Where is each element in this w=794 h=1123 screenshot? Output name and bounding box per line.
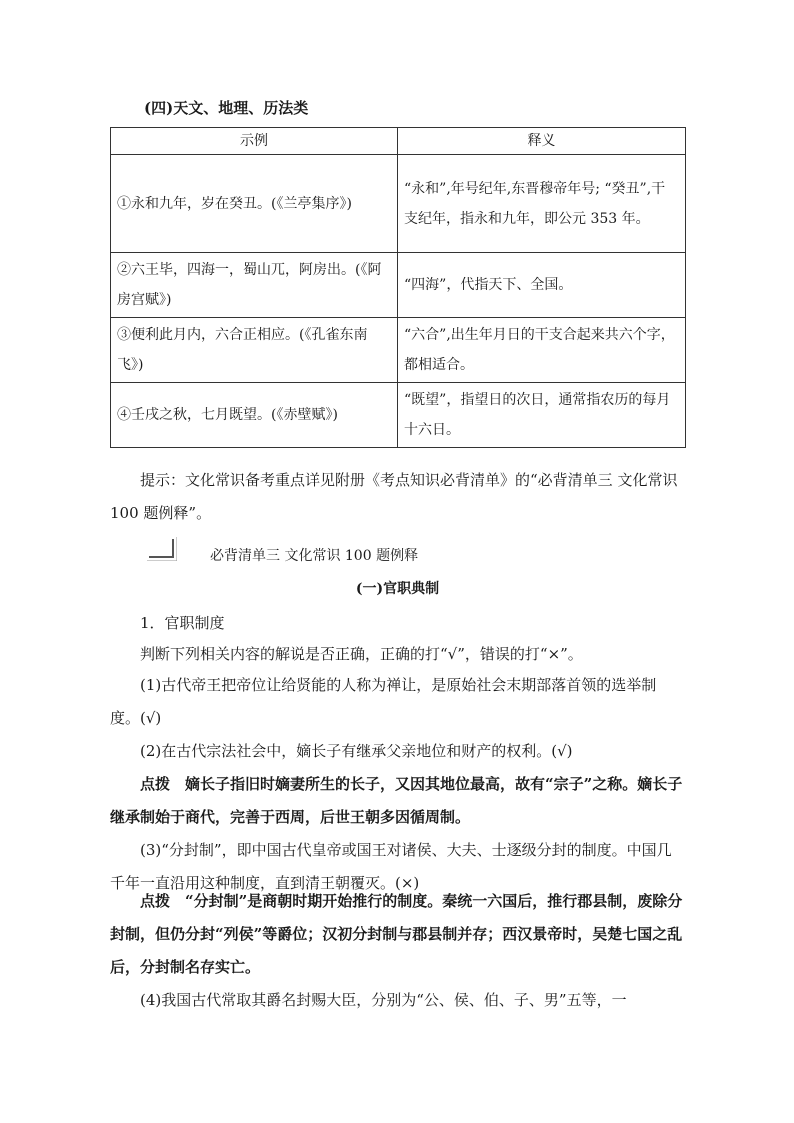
culture-table (110, 127, 686, 448)
center-title: (一)官职典制 (355, 581, 440, 597)
table-row (111, 155, 686, 253)
table-header-row (111, 128, 686, 155)
box-title: 必背清单三 文化常识 100 题例释 (210, 548, 419, 564)
sub-heading: 1．官职制度 (140, 614, 225, 632)
table-cell-explain: “永和”,年号纪年,东晋穆帝年号; “癸丑”,干支纪年，指永和九年，即公元 353 年。 (398, 155, 686, 253)
instruction: 判断下列相关内容的解说是否正确，正确的打“√”，错误的打“×”。 (140, 645, 583, 663)
table-cell-explain: “既望”，指望日的次日，通常指农历的每月十六日。 (398, 383, 686, 448)
hint-paragraph: 提示：文化常识备考重点详见附册《考点知识必背清单》的“必背清单三 文化常识 100 题例释”。 (110, 471, 678, 522)
table-cell-example: ②六王毕，四海一，蜀山兀，阿房出。(《阿房宫赋》) (111, 253, 398, 318)
table-row (111, 318, 686, 383)
note-paragraph: 点拨 嫡长子指旧时嫡妻所生的长子，又因其地位最高，故有“宗子”之称。嫡长子继承制始于商代，完善于西周，后世王朝多因循周制。 (110, 775, 683, 826)
table-row (111, 253, 686, 318)
list-item: (1)古代帝王把帝位让给贤能的人称为禅让，是原始社会末期部落首领的选举制度。(√) (110, 676, 657, 727)
list-item: (2)在古代宗法社会中，嫡长子有继承父亲地位和财产的权利。(√) (140, 742, 573, 760)
table-cell-example: ③便利此月内，六合正相应。(《孔雀东南飞》) (111, 318, 398, 383)
table-cell-example: ④壬戌之秋，七月既望。(《赤壁赋》) (111, 383, 398, 448)
note-paragraph: 点拨 “分封制”是商朝时期开始推行的制度。秦统一六国后，推行郡县制，废除分封制，但仍分封“列侯”等爵位；汉初分封制与郡县制并存；西汉景帝时，吴楚七国之乱后，分封制名存实亡。 (110, 892, 683, 976)
table-header-explain: 释义 (398, 128, 686, 155)
list-item: (4)我国古代常取其爵名封赐大臣，分别为“公、侯、伯、子、男”五等，一 (140, 991, 627, 1009)
table-cell-explain: “六合”,出生年月日的干支合起来共六个字，都相适合。 (398, 318, 686, 383)
table-header-example: 示例 (111, 128, 398, 155)
section-title: (四)天文、地理、历法类 (144, 99, 309, 117)
table-row (111, 383, 686, 448)
table-cell-explain: “四海”，代指天下、全国。 (398, 253, 686, 318)
table-cell-example: ①永和九年，岁在癸丑。(《兰亭集序》) (111, 155, 398, 253)
list-item: (3)“分封制”，即中国古代皇帝或国王对诸侯、大夫、士逐级分封的制度。中国几千年一直沿用这种制度，直到清王朝覆灭。(×) (110, 841, 672, 892)
bracket-corner-icon (147, 537, 177, 561)
